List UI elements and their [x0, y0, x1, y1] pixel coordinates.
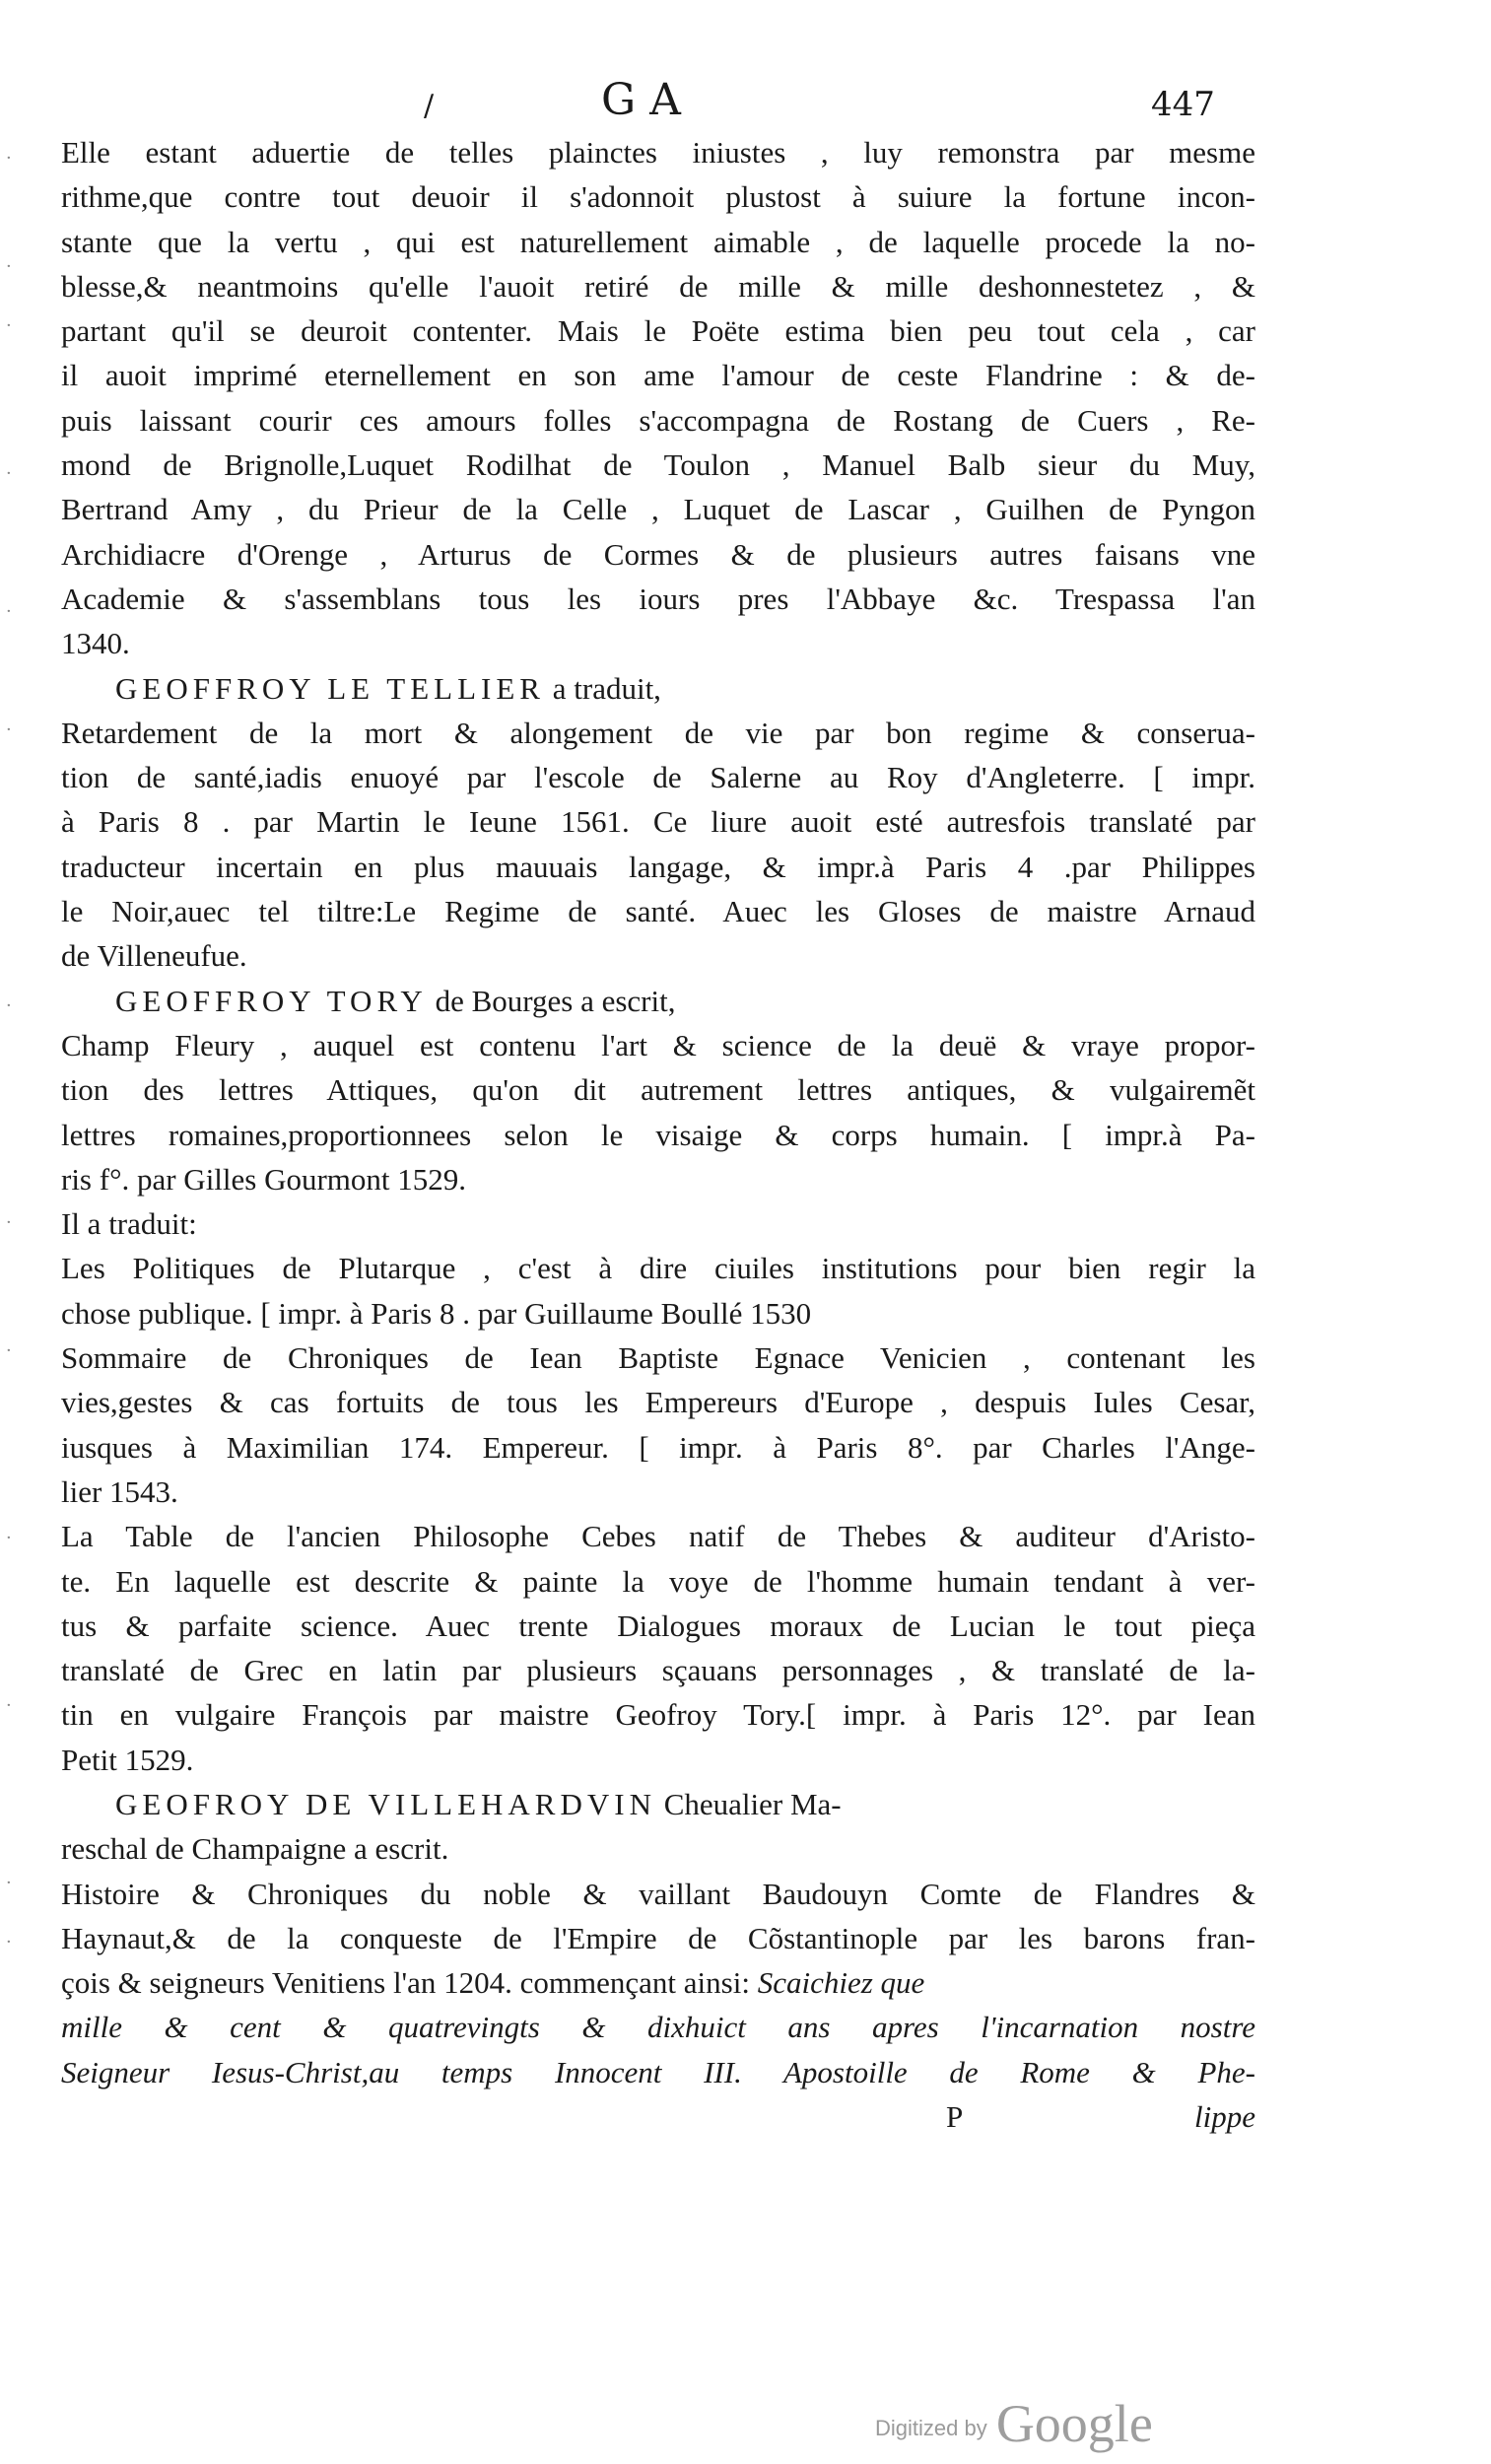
text-line: te. En laquelle est descrite & painte la voye de l'homme humain tendant à ver- — [61, 1563, 1255, 1599]
catchword: lippe — [1194, 2099, 1255, 2135]
quote-line: mille & cent & quatrevingts & dixhuict ans apres l'incarnation nostre — [61, 2010, 1255, 2045]
text-line: Histoire & Chroniques du noble & vaillant Baudouyn Comte de Flandres & — [61, 1876, 1255, 1911]
text-line: Academie & s'assemblans tous les iours pres l'Abbaye &c. Trespassa l'an — [61, 581, 1255, 616]
text-line: traducteur incertain en plus mauuais langage, & impr.à Paris 4 .par Philippes — [61, 849, 1255, 884]
entry-tail: a traduit, — [545, 670, 661, 706]
digitized-by-text: Digitized by — [875, 2416, 987, 2440]
text-line: il auoit imprimé eternellement en son ame l'amour de ceste Flandrine : & de- — [61, 358, 1255, 393]
left-margin-marks: · · · · · · · · · · · · · — [6, 148, 12, 1952]
text-line: à Paris 8 . par Martin le Ieune 1561. Ce liure auoit esté autresfois translaté par — [61, 804, 1255, 840]
text-line: tus & parfaite science. Auec trente Dialogues moraux de Lucian le tout pieça — [61, 1608, 1255, 1643]
text-line: mond de Brignolle,Luquet Rodilhat de Toulon , Manuel Balb sieur du Muy, — [61, 447, 1255, 483]
text-line: de Villeneufue. — [61, 938, 247, 974]
text-line: tin en vulgaire François par maistre Geofroy Tory.[ impr. à Paris 12°. par Iean — [61, 1697, 1255, 1733]
entry-name: GEOFFROY LE TELLIER — [115, 670, 545, 706]
text-line: La Table de l'ancien Philosophe Cebes natif de Thebes & auditeur d'Aristo- — [61, 1519, 1255, 1554]
text-line: translaté de Grec en latin par plusieurs sçauans personnages , & translaté de la- — [61, 1653, 1255, 1688]
text-line: le Noir,auec tel tiltre:Le Regime de santé. Auec les Gloses de maistre Arnaud — [61, 894, 1255, 929]
text-line: blesse,& neantmoins qu'elle l'auoit retiré de mille & mille deshonnestetez , & — [61, 268, 1255, 304]
digitized-watermark — [875, 2393, 1153, 2454]
entry-tail: Cheualier Ma- — [655, 1786, 842, 1821]
entry-tail: de Bourges a escrit, — [427, 983, 676, 1018]
text-line: Il a traduit: — [61, 1206, 197, 1242]
text-line: stante que la vertu , qui est naturellement aimable , de laquelle procede la no- — [61, 224, 1255, 259]
text-line: Retardement de la mort & alongement de vie par bon regime & conserua- — [61, 715, 1255, 750]
text-line: partant qu'il se deuroit contenter. Mais le Poëte estima bien peu tout cela , car — [61, 313, 1255, 349]
text-body — [61, 130, 1255, 2139]
quote-start: Scaichiez que — [757, 1965, 925, 2001]
text-line: chose publique. [ impr. à Paris 8 . par Guillaume Boullé 1530 — [61, 1295, 812, 1331]
google-logo: Google — [995, 2394, 1153, 2453]
text-line: rithme,que contre tout deuoir il s'adonnoit plustost à suiure la fortune incon- — [61, 179, 1255, 215]
text-line: 1340. — [61, 626, 130, 661]
text-line: lettres romaines,proportionnees selon le visaige & corps humain. [ impr.à Pa- — [61, 1117, 1255, 1152]
text-line: tion de santé,iadis enuoyé par l'escole de Salerne au Roy d'Angleterre. [ impr. — [61, 760, 1255, 795]
header-mark: / — [424, 89, 435, 123]
entry-heading-tellier — [61, 666, 1255, 711]
text-line: lier 1543. — [61, 1473, 178, 1509]
entry-name: GEOFFROY TORY — [115, 983, 428, 1018]
text-line: Elle estant aduertie de telles plainctes iniustes , luy remonstra par mesme — [61, 135, 1255, 170]
running-head: GA — [601, 75, 695, 125]
text-line: tion des lettres Attiques, qu'on dit autrement lettres antiques, & vulgairemẽt — [61, 1072, 1255, 1108]
text-line: Haynaut,& de la conqueste de l'Empire de Cõstantinople par les barons fran- — [61, 1920, 1255, 1955]
text-line: Bertrand Amy , du Prieur de la Celle , Luquet de Lascar , Guilhen de Pyngon — [61, 492, 1255, 527]
page-header — [0, 75, 1491, 134]
text-line: Champ Fleury , auquel est contenu l'art & science de la deuë & vraye propor- — [61, 1027, 1255, 1062]
text-line: Archidiacre d'Orenge , Arturus de Cormes & de plusieurs autres faisans vne — [61, 536, 1255, 572]
page-number: 447 — [1151, 85, 1215, 124]
text-line: Petit 1529. — [61, 1742, 194, 1777]
text-span: çois & seigneurs Venitiens l'an 1204. commençant ainsi: — [61, 1965, 758, 2001]
entry-heading-villehardvin — [61, 1782, 1255, 1826]
catch-row — [61, 2094, 1255, 2139]
entry-name: GEOFROY DE VILLEHARDVIN — [115, 1786, 656, 1821]
entry-heading-tory — [61, 979, 1255, 1023]
text-line: iusques à Maximilian 174. Empereur. [ impr. à Paris 8°. par Charles l'Ange- — [61, 1429, 1255, 1465]
text-line: Les Politiques de Plutarque , c'est à dire ciuiles institutions pour bien regir la — [61, 1251, 1255, 1286]
quote-line: Seigneur Iesus-Christ,au temps Innocent III. Apostoille de Rome & Phe- — [61, 2054, 1255, 2089]
text-line: puis laissant courir ces amours folles s'accompagna de Rostang de Cuers , Re- — [61, 402, 1255, 438]
text-line: reschal de Champaigne a escrit. — [61, 1831, 449, 1867]
text-line: ris f°. par Gilles Gourmont 1529. — [61, 1161, 467, 1197]
text-line: vies,gestes & cas fortuits de tous les Empereurs d'Europe , despuis Iules Cesar, — [61, 1385, 1255, 1420]
text-line — [61, 1960, 1255, 2005]
text-line: Sommaire de Chroniques de Iean Baptiste Egnace Venicien , contenant les — [61, 1340, 1255, 1376]
signature-mark: P — [946, 2099, 964, 2135]
